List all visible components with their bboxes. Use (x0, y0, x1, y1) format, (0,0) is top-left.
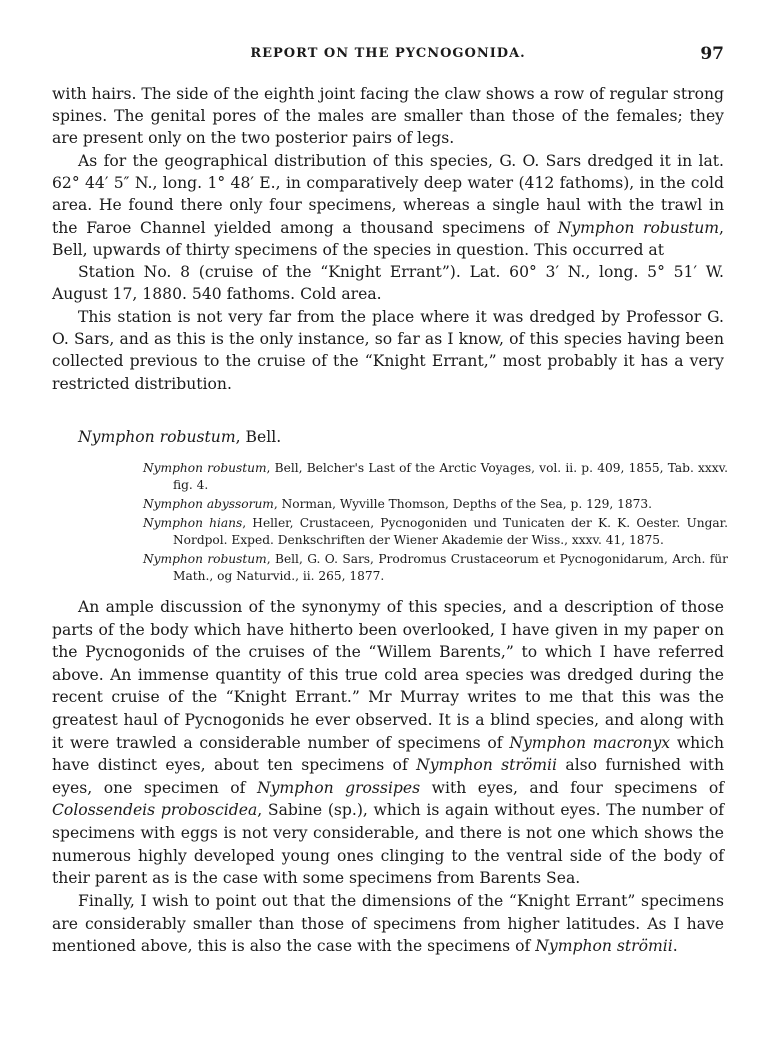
synonym-citation: , Norman, Wyville Thomson, Depths of the Sea, p. 129, 1873. (273, 496, 652, 511)
species-name: Colossendeis proboscidea (52, 801, 258, 820)
species-name: Nymphon macronyx (509, 733, 671, 752)
running-title: REPORT ON THE PYCNOGONIDA. (250, 46, 526, 61)
synonym-name: Nymphon robustum (143, 551, 267, 566)
paragraph-text: , Sabine (sp.), which is again without eyes. The number of specimens with eggs is not very considerable, and there is not one which shows the numerous highly developed young ones clinging to the ventral side of the body of their parent as is the case with some specimens from Barents Sea. (52, 801, 724, 888)
species-heading (78, 428, 281, 446)
page-header (52, 44, 724, 64)
paragraph-text: , Bell, upwards of thirty specimens of the species in question. This occurred at (52, 218, 724, 259)
station-record (52, 261, 724, 305)
synonym-citation: , Bell, Belcher's Last of the Arctic Voyages, vol. ii. p. 409, 1855, Tab. xxxv. fig. 4. (173, 461, 728, 493)
station-text: Station No. 8 (cruise of the “Knight Errant”). Lat. 60° 3′ N., long. 5° 51′ W. August 17, 1880. 540 fathoms. Cold area. (52, 263, 724, 304)
paragraph-text: . (672, 937, 678, 956)
synonym-entry (143, 460, 728, 494)
synonym-citation: , Heller, Crustaceen, Pycnogoniden und Tunicaten der K. K. Oester. Ungar. Nordpol. Exped. Denkschriften der Wiener Akademie der Wiss., xxxv. 41, 1875. (173, 515, 728, 547)
paragraph-dimensions (52, 890, 724, 958)
synonym-entry (143, 551, 728, 585)
species-name: Nymphon strömii (535, 937, 673, 956)
synonymy-list (143, 460, 728, 586)
paragraph-text: which have distinct eyes, about ten specimens of (52, 733, 724, 775)
synonym-entry (143, 515, 728, 549)
paragraph-text: also furnished with eyes, one specimen of (52, 756, 724, 797)
paragraph-text: with eyes, and four specimens of (420, 778, 724, 797)
paragraph-continuation (52, 83, 724, 150)
page-number: 97 (700, 44, 724, 64)
species-name: Nymphon grossipes (256, 778, 421, 797)
paragraph-text: This station is not very far from the place where it was dredged by Professor G. O. Sars, and as this is the only instance, so far as I know, of this species having been collected previous to the cruise of the “Knight Errant,” most probably it has a very restricted distribution. (52, 308, 724, 393)
paragraph-synonymy-discussion (52, 596, 724, 890)
paragraph-text: An ample discussion of the synonymy of this species, and a description of those parts of the body which have hitherto been overlooked, I have given in my paper on the Pycnogonids of the cruises of the “Willem Barents,” to which I have referred above. An immense quantity of this true cold area species was dredged during the recent cruise of the “Knight Errant.” Mr Murray writes to me that this was the greatest haul of Pycnogonids he ever observed. It is a blind species, and along with it were trawled a considerable number of specimens of (52, 598, 724, 752)
synonym-citation: , Bell, G. O. Sars, Prodromus Crustaceorum et Pycnogonidarum, Arch. für Math., og Naturvid., ii. 265, 1877. (173, 551, 728, 583)
species-heading-author: , Bell. (235, 428, 282, 446)
synonym-entry (143, 496, 728, 513)
species-name: Nymphon robustum (557, 218, 720, 237)
synonym-name: Nymphon abyssorum (143, 496, 274, 511)
paragraph-text: Finally, I wish to point out that the dimensions of the “Knight Errant” specimens are considerably smaller than those of specimens from higher latitudes. As I have mentioned above, this is also the case with the specimens of (52, 892, 724, 956)
synonym-name: Nymphon hians (143, 515, 243, 530)
synonym-name: Nymphon robustum (143, 461, 267, 475)
paragraph-distribution (52, 150, 724, 261)
species-heading-name: Nymphon robustum (78, 428, 236, 446)
species-name: Nymphon strömii (416, 756, 558, 775)
paragraph-text: with hairs. The side of the eighth joint facing the claw shows a row of regular strong spines. The genital pores of the males are smaller than those of the females; they are present only on the two posterior pairs of legs. (52, 85, 724, 148)
paragraph-station-note (52, 306, 724, 395)
paragraph-text: As for the geographical distribution of this species, G. O. Sars dredged it in lat. 62° 44′ 5″ N., long. 1° 48′ E., in comparatively deep water (412 fathoms), in the cold area. He found there only four specimens, whereas a single haul with the trawl in the Faroe Channel yielded among a thousand specimens of (52, 152, 724, 237)
